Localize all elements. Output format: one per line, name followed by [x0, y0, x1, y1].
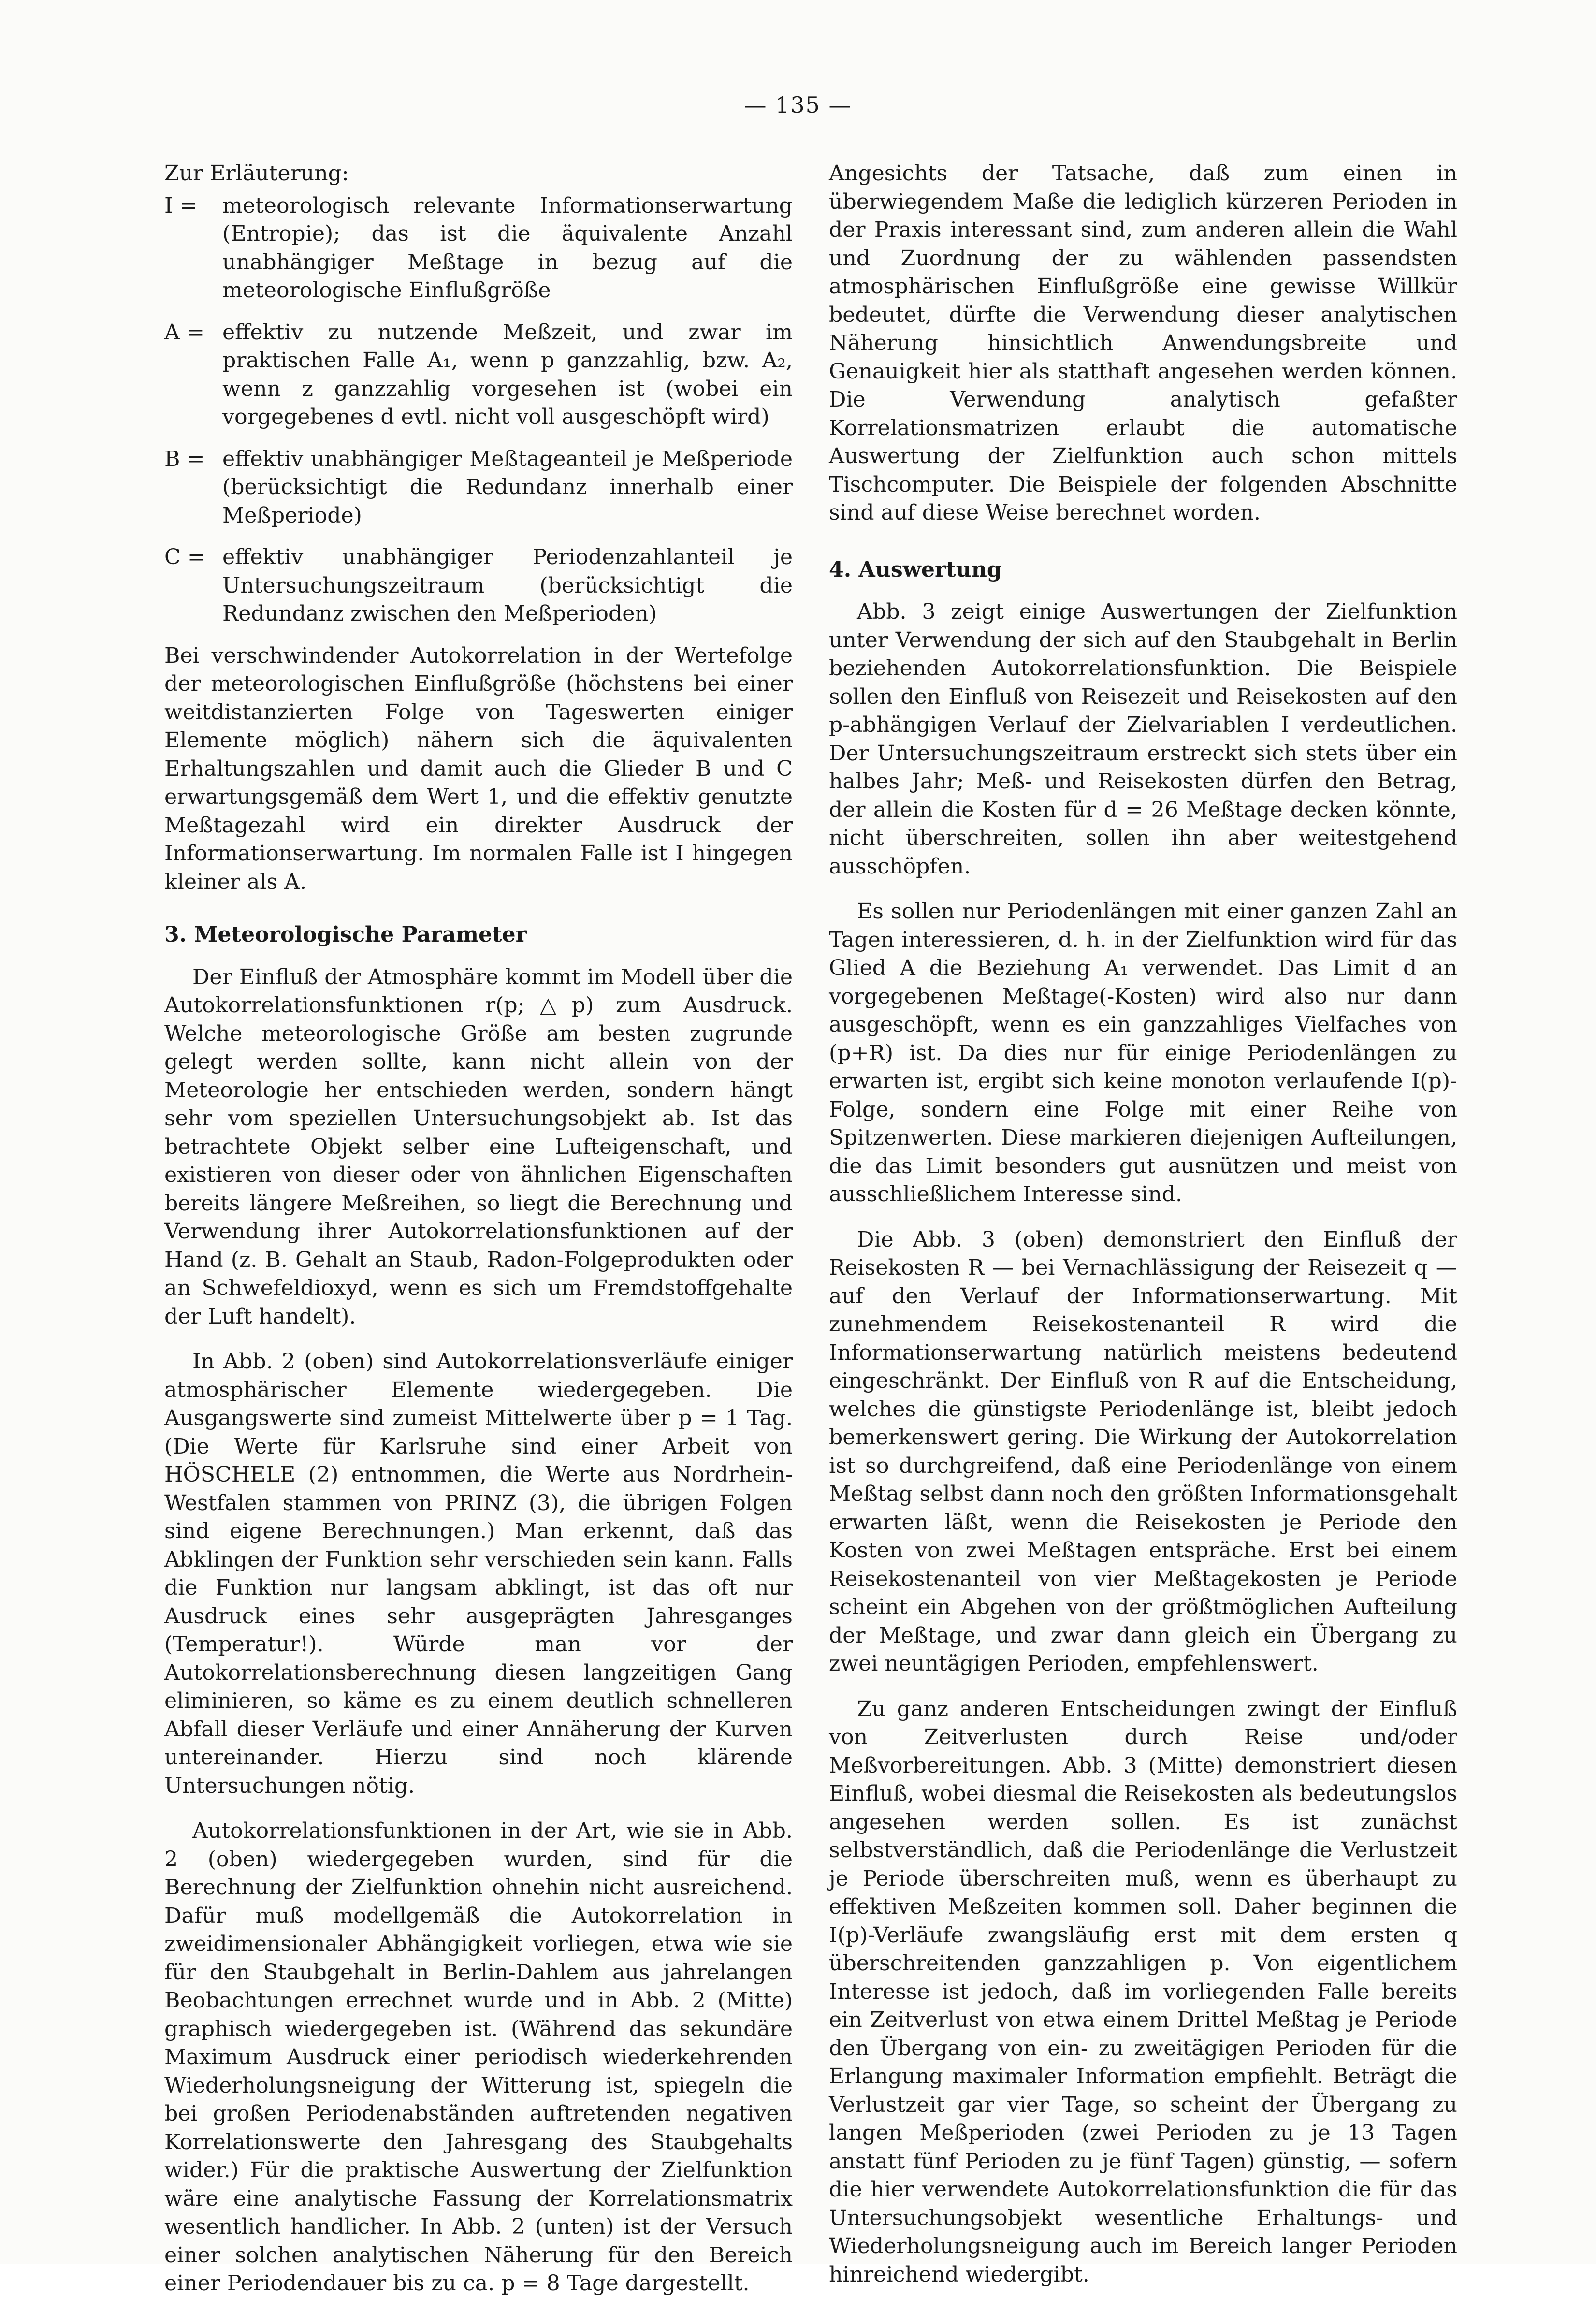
definition-text: effektiv zu nutzende Meßzeit, und zwar im praktischen Falle A₁, wenn p ganzzahlig, bzw. A₂, wenn z ganzzahlig vorgesehen ist (wobei ein vorgegebenes d evtl. nicht voll ausgeschöpft wird) [222, 320, 793, 429]
section-heading: 4. Auswertung [829, 556, 1002, 582]
definition-symbol: I = [164, 193, 198, 218]
definition-item [164, 445, 793, 530]
body-paragraph: Bei verschwindender Autokorrelation in der Wertefolge der meteorologischen Einflußgröße (höchstens bei einer weitdistanzierten Folge von Tageswerten einiger Elemente möglich) nähern sich die äquivalenten Erhaltungszahlen und damit auch die Glieder B und C erwartungsgemäß dem Wert 1, und die effektiv genutzte Meßtagezahl wird ein direkter Ausdruck der Informationserwartung. Im normalen Falle ist I hingegen kleiner als A. [164, 643, 793, 894]
body-paragraph: Der Einfluß der Atmosphäre kommt im Modell über die Autokorrelationsfunktionen r(p;△p) zum Ausdruck. Welche meteorologische Größe am besten zugrunde gelegt werden sollte, kann nicht allein von der Meteorologie her entschieden werden, sondern hängt sehr vom speziellen Untersuchungsobjekt ab. Ist das betrachtete Objekt selber eine Lufteigenschaft, und existieren von dieser oder von ähnlichen Eigenschaften bereits längere Meßreihen, so liegt die Berechnung und Verwendung ihrer Autokorrelationsfunktionen auf der Hand (z. B. Gehalt an Staub, Radon-Folgeprodukten oder an Schwefeldioxyd, wenn es sich um Fremdstoffgehalte der Luft handelt). [164, 964, 793, 1329]
body-paragraph: Die Abb. 3 (oben) demonstriert den Einfluß der Reisekosten R — bei Vernachlässigung der Reisezeit q — auf den Verlauf der Informationserwartung. Mit zunehmendem Reisekostenanteil R wird die Informationserwartung natürlich meistens bedeutend eingeschränkt. Der Einfluß von R auf die Entscheidung, welches die günstigste Periodenlänge ist, bleibt jedoch bemerkenswert gering. Die Wirkung der Autokorrelation ist so durchgreifend, daß eine Periodenlänge von einem Meßtag selbst dann noch den größten Informationsgehalt erwarten läßt, wenn die Reisekosten je Periode den Kosten von zwei Meßtagen entspräche. Erst bei einem Reisekostenanteil von vier Meßtagekosten je Periode scheint ein Abgehen von der größtmöglichen Aufteilung der Meßtage, und zwar dann gleich ein Übergang zu zwei neuntägigen Perioden, empfehlenswert. [829, 1227, 1457, 1676]
body-paragraph: Zu ganz anderen Entscheidungen zwingt der Einfluß von Zeitverlusten durch Reise und/oder Meßvorbereitungen. Abb. 3 (Mitte) demonstriert diesen Einfluß, wobei diesmal die Reisekosten als bedeutungslos angesehen werden sollen. Es ist zunächst selbstverständlich, daß die Periodenlänge die Verlustzeit je Periode überschreiten muß, wenn es überhaupt zu effektiven Meßzeiten kommen soll. Daher beginnen die I(p)-Verläufe zwangsläufig erst mit dem ersten q überschreitenden ganzzahligen p. Von eigentlichem Interesse ist jedoch, daß im vorliegenden Falle bereits ein Zeitverlust von etwa einem Drittel Meßtag je Periode den Übergang von ein- zu zweitägigen Perioden für die Erlangung maximaler Information empfiehlt. Beträgt die Verlustzeit gar vier Tage, so scheint der Übergang zu langen Meßperioden (zwei Perioden zu je 13 Tagen anstatt fünf Perioden zu je fünf Tagen) günstig, — sofern die hier verwendete Autokorrelationsfunktion die für das Untersuchungsobjekt wesentliche Erhaltungs- und Wiederholungsneigung auch im Bereich langer Perioden hinreichend wiedergibt. [829, 1696, 1457, 2287]
definition-item [164, 192, 793, 305]
body-paragraph: Abb. 3 zeigt einige Auswertungen der Zielfunktion unter Verwendung der sich auf den Staubgehalt in Berlin beziehenden Autokorrelationsfunktion. Die Beispiele sollen den Einfluß von Reisezeit und Reisekosten auf den p-abhängigen Verlauf der Zielvariablen I verdeutlichen. Der Untersuchungszeitraum erstreckt sich stets über ein halbes Jahr; Meß- und Reisekosten dürfen den Betrag, der allein die Kosten für d = 26 Meßtage decken könnte, nicht überschreiten, sollen ihn aber weitestgehend ausschöpfen. [829, 599, 1457, 879]
right-column [829, 160, 1457, 2287]
definition-text: effektiv unabhängiger Meßtageanteil je Meßperiode (berücksichtigt die Redundanz innerhalb einer Meßperiode) [222, 446, 793, 528]
definition-text: effektiv unabhängiger Periodenzahlanteil je Untersuchungszeitraum (berücksichtigt die Redundanz zwischen den Meßperioden) [222, 545, 793, 626]
body-paragraph: In Abb. 2 (oben) sind Autokorrelationsverläufe einiger atmosphärischer Elemente wiedergegeben. Die Ausgangswerte sind zumeist Mittelwerte über p = 1 Tag. (Die Werte für Karlsruhe sind einer Arbeit von HÖSCHELE (2) entnommen, die Werte aus Nordrhein-Westfalen stammen von PRINZ (3), die übrigen Folgen sind eigene Berechnungen.) Man erkennt, daß das Abklingen der Funktion sehr verschieden sein kann. Falls die Funktion nur langsam abklingt, ist das oft nur Ausdruck eines sehr ausgeprägten Jahresganges (Temperatur!). Würde man vor der Autokorrelationsberechnung diesen langzeitigen Gang eliminieren, so käme es zu einem deutlich schnelleren Abfall dieser Verläufe und einer Annäherung der Kurven untereinander. Hierzu sind noch klärende Untersuchungen nötig. [164, 1349, 793, 1798]
definition-text: meteorologisch relevante Informationserwartung (Entropie); das ist die äquivalente Anzahl unabhängiger Meßtage in bezug auf die meteorologische Einflußgröße [222, 193, 793, 303]
page-number: — 135 — [744, 92, 852, 118]
definition-item [164, 319, 793, 432]
section-heading: 3. Meteorologische Parameter [164, 922, 527, 947]
body-paragraph: Angesichts der Tatsache, daß zum einen in überwiegendem Maße die lediglich kürzeren Perioden in der Praxis interessant sind, zum anderen allein die Wahl und Zuordnung der zu wählenden passendsten atmosphärischen Einflußgröße eine gewisse Willkür bedeutet, dürfte die Verwendung dieser analytischen Näherung hinsichtlich Anwendungsbreite und Genauigkeit hier als statthaft angesehen werden können. Die Verwendung analytisch gefaßter Korrelationsmatrizen erlaubt die automatische Auswertung der Zielfunktion auch schon mittels Tischcomputer. Die Beispiele der folgenden Abschnitte sind auf diese Weise berechnet worden. [829, 161, 1457, 525]
explanation-intro: Zur Erläuterung: [164, 161, 349, 186]
left-column [164, 160, 793, 2296]
definition-item [164, 543, 793, 628]
definition-symbol: B = [164, 446, 205, 471]
definition-symbol: A = [164, 320, 204, 345]
definition-symbol: C = [164, 545, 205, 569]
body-paragraph: Autokorrelationsfunktionen in der Art, wie sie in Abb. 2 (oben) wiedergegeben wurden, sind für die Berechnung der Zielfunktion ohnehin nicht ausreichend. Dafür muß modellgemäß die Autokorrelation in zweidimensionaler Abhängigkeit vorliegen, etwa wie sie für den Staubgehalt in Berlin-Dahlem aus jahrelangen Beobachtungen errechnet wurde und in Abb. 2 (Mitte) graphisch wiedergegeben ist. (Während das sekundäre Maximum Ausdruck einer periodisch wiederkehrenden Wiederholungsneigung der Witterung ist, spiegeln die bei großen Periodenabständen auftretenden negativen Korrelationswerte den Jahresgang des Staubgehalts wider.) Für die praktische Auswertung der Zielfunktion wäre eine analytische Fassung der Korrelationsmatrix wesentlich handlicher. In Abb. 2 (unten) ist der Versuch einer solchen analytischen Näherung für den Bereich einer Periodendauer bis zu ca. p = 8 Tage dargestellt. [164, 1818, 793, 2296]
body-paragraph: Es sollen nur Periodenlängen mit einer ganzen Zahl an Tagen interessieren, d. h. in der Zielfunktion wird für das Glied A die Beziehung A₁ verwendet. Das Limit d an vorgegebenen Meßtage(-Kosten) wird also nur dann ausgeschöpft, wenn es ein ganzzahliges Vielfaches von (p+R) ist. Da dies nur für einige Periodenlängen zu erwarten ist, ergibt sich keine monoton verlaufende I(p)-Folge, sondern eine Folge mit einer Reihe von Spitzenwerten. Diese markieren diejenigen Aufteilungen, die das Limit besonders gut ausnützen und meist von ausschließlichem Interesse sind. [829, 899, 1457, 1207]
